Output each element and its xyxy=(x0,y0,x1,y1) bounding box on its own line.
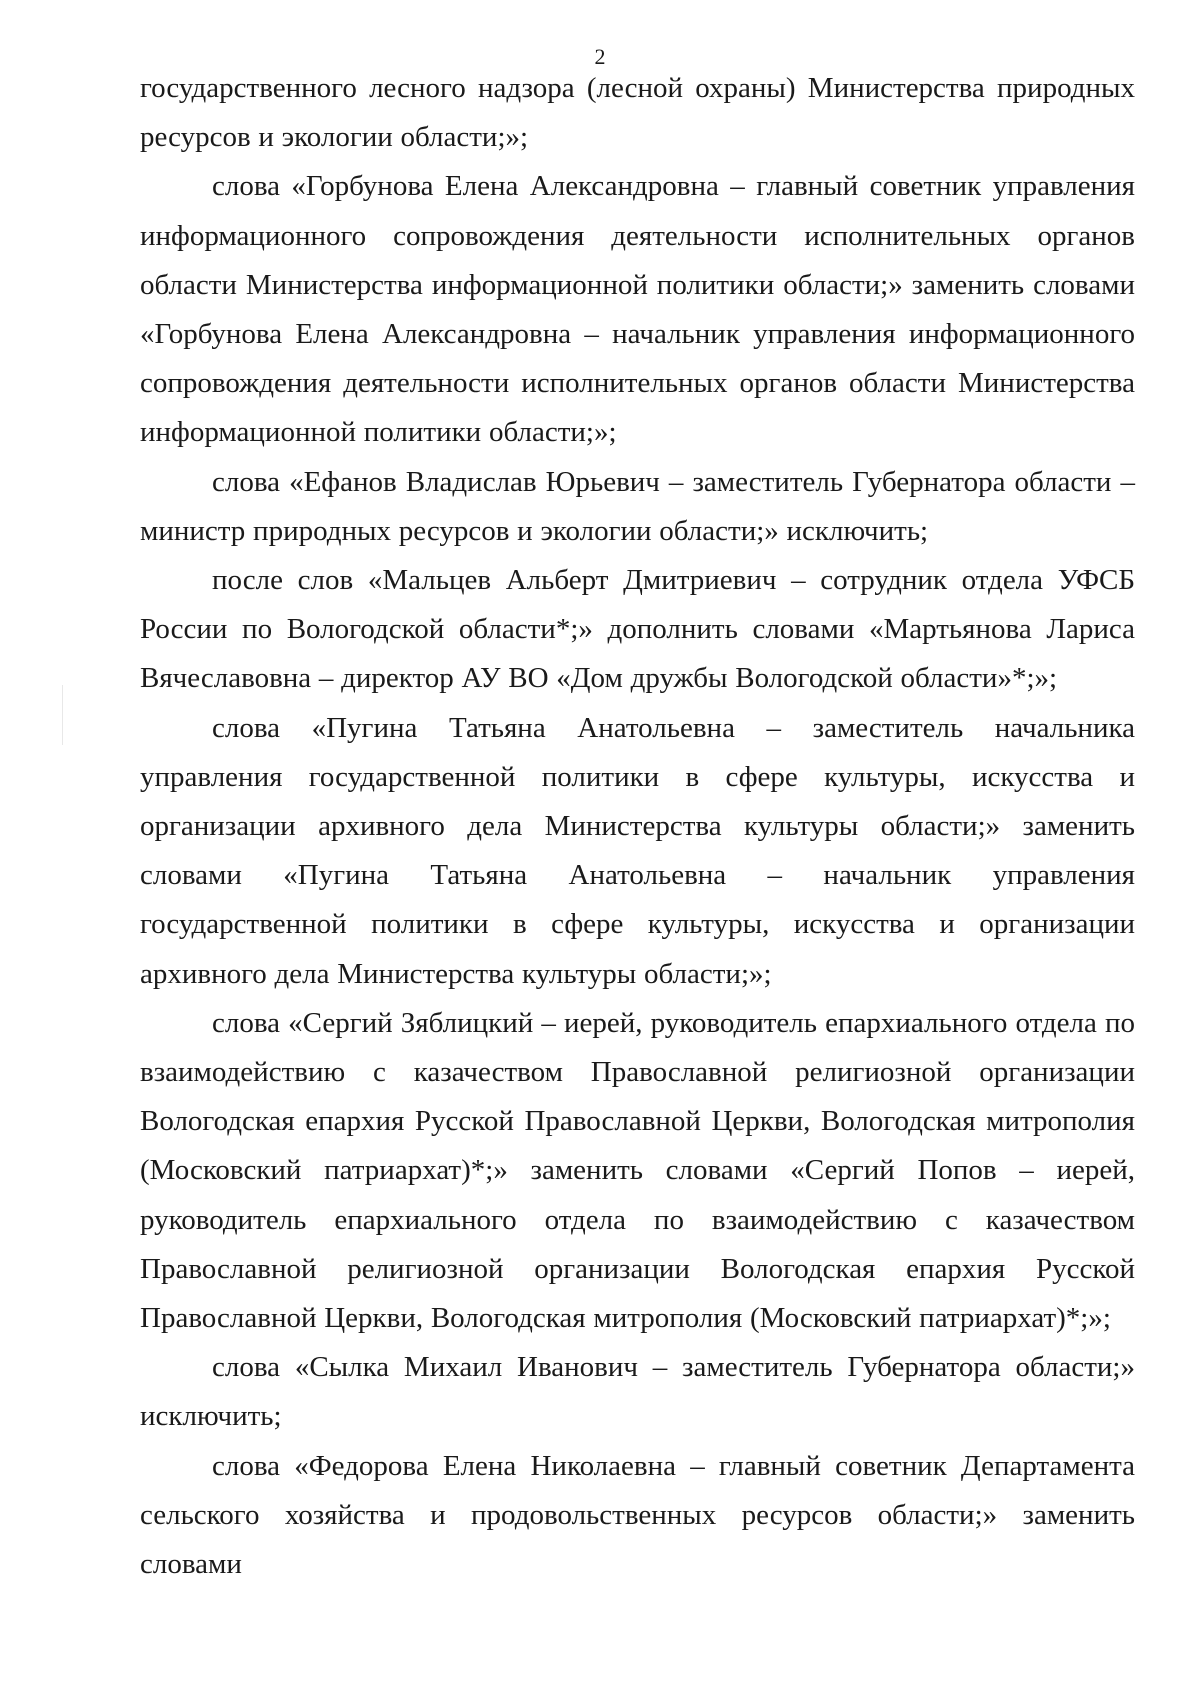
paragraph-pugina: слова «Пугина Татьяна Анатольевна – заместитель начальника управления государственной политики в сфере культуры, искусства и организации архивного дела Министерства культуры области;» заменить словами «Пугина Татьяна Анатольевна – начальник управления государственной политики в сфере культуры, искусства и организации архивного дела Министерства культуры области;»; xyxy=(140,711,1135,990)
document-body xyxy=(140,64,1135,1589)
paragraph-sylka: слова «Сылка Михаил Иванович – заместитель Губернатора области;» исключить; xyxy=(140,1351,1135,1433)
scan-artifact-line xyxy=(62,685,63,745)
paragraph-continuation: государственного лесного надзора (лесной охраны) Министерства природных ресурсов и экологии области;»; xyxy=(140,72,1135,154)
paragraph-zyablitsky: слова «Сергий Зяблицкий – иерей, руководитель епархиального отдела по взаимодействию с казачеством Православной религиозной организации Вологодская епархия Русской Православной Церкви, Вологодская митрополия (Московский патриархат)*;» заменить словами «Сергий Попов – иерей, руководитель епархиального отдела по взаимодействию с казачеством Православной религиозной организации Вологодская епархия Русской Православной Церкви, Вологодская митрополия (Московский патриархат)*;»; xyxy=(140,1006,1135,1335)
paragraph-fedorova: слова «Федорова Елена Николаевна – главный советник Департамента сельского хозяйства и продовольственных ресурсов области;» заменить словами xyxy=(140,1449,1135,1581)
page-number: 2 xyxy=(594,44,606,69)
paragraph-maltsev: после слов «Мальцев Альберт Дмитриевич – сотрудник отдела УФСБ России по Вологодской области*;» дополнить словами «Мартьянова Лариса Вячеславовна – директор АУ ВО «Дом дружбы Вологодской области»*;»; xyxy=(140,564,1135,695)
paragraph-efanov: слова «Ефанов Владислав Юрьевич – заместитель Губернатора области – министр природных ресурсов и экологии области;» исключить; xyxy=(140,465,1135,547)
paragraph-gorbunova: слова «Горбунова Елена Александровна – главный советник управления информационного сопровождения деятельности исполнительных органов области Министерства информационной политики области;» заменить словами «Горбунова Елена Александровна – начальник управления информационного сопровождения деятельности исполнительных органов области Министерства информационной политики области;»; xyxy=(140,170,1135,449)
